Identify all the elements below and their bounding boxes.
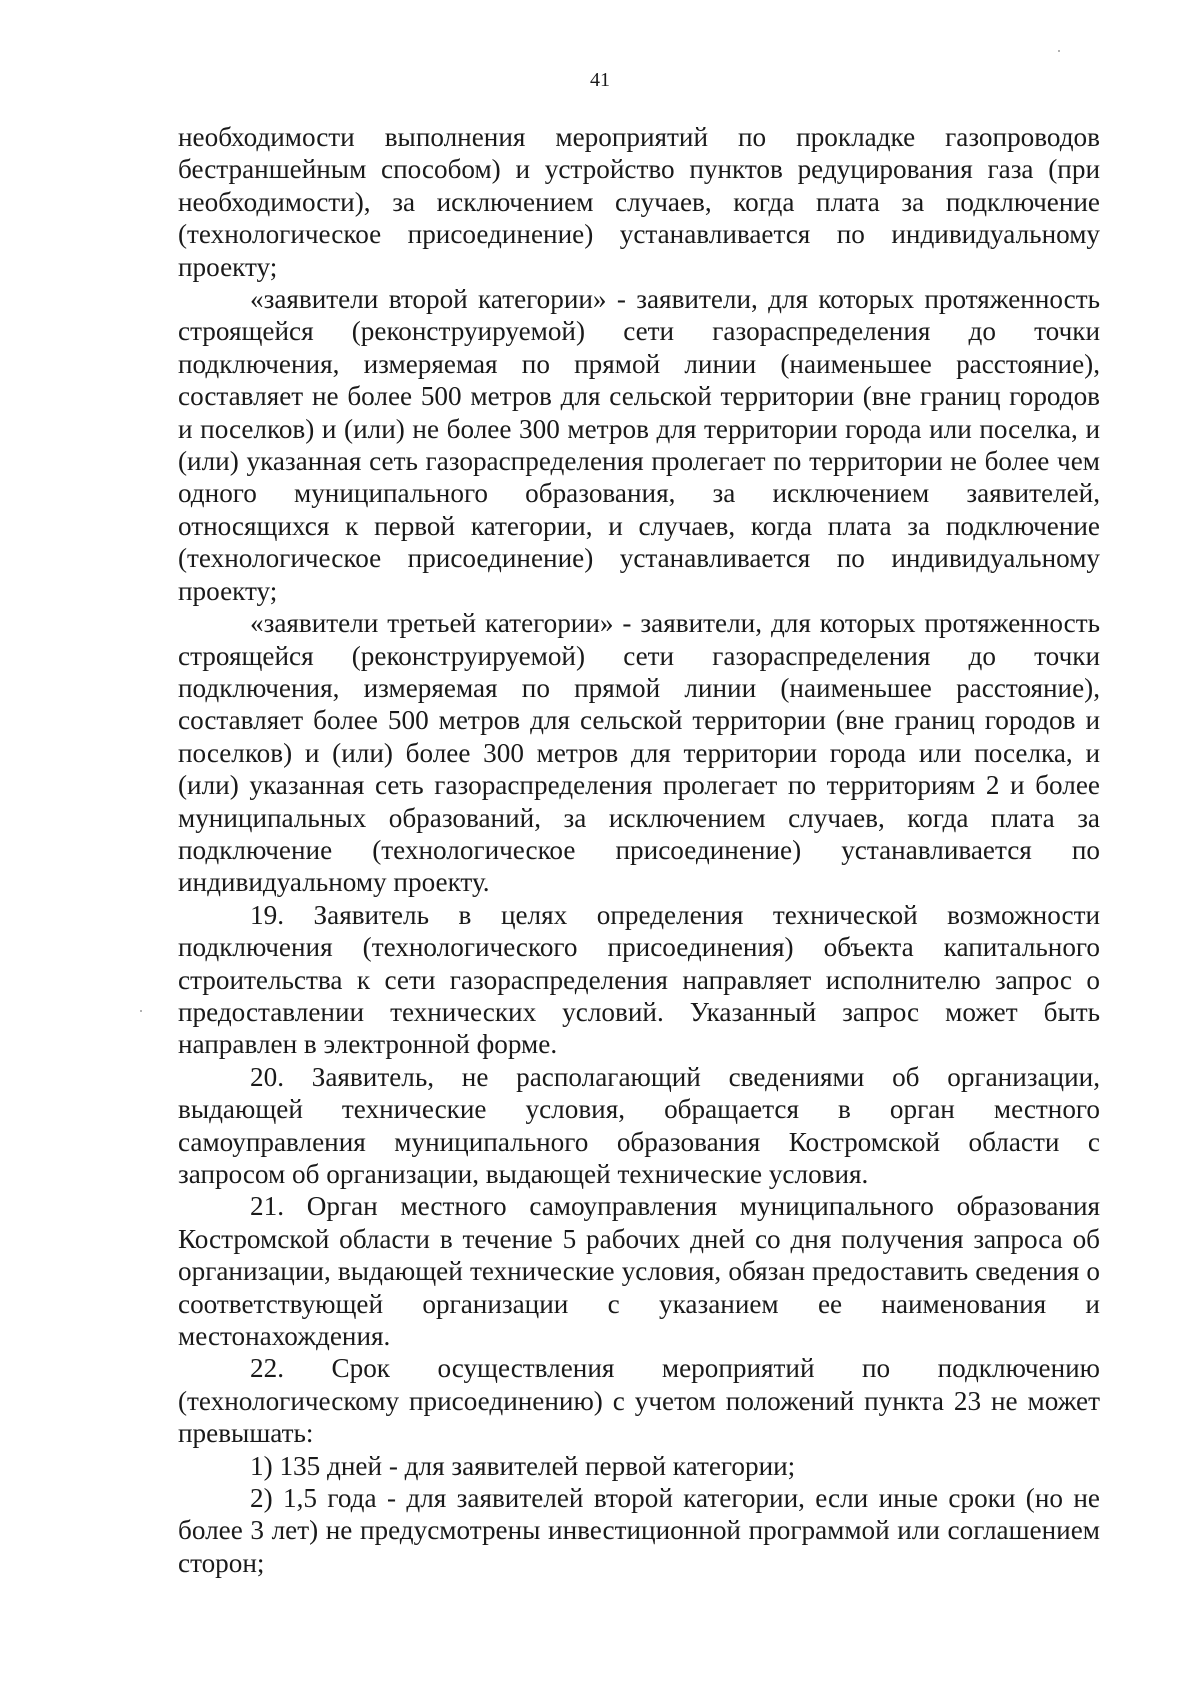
- document-body: [178, 121, 1100, 1579]
- paragraph-item-19: 19. Заявитель в целях определения технической возможности подключения (технологического присоединения) объекта капитального строительства к сети газораспределения направляет исполнителю запрос о предоставлении технических условий. Указанный запрос может быть направлен в электронной форме.: [178, 899, 1100, 1060]
- paragraph-third-category: «заявители третьей категории» - заявители, для которых протяженность строящейся (реконструируемой) сети газораспределения до точки подключения, измеряемая по прямой линии (наименьшее расстояние), составляет более 500 метров для сельской территории (вне границ городов и поселков) и (или) более 300 метров для территории города или поселка, и (или) указанная сеть газораспределения пролегает по территориям 2 и более муниципальных образований, за исключением случаев, когда плата за подключение (технологическое присоединение) устанавливается по индивидуальному проекту.: [178, 608, 1100, 898]
- paragraph-continuation: необходимости выполнения мероприятий по прокладке газопроводов бестраншейным способом) и устройство пунктов редуцирования газа (при необходимости), за исключением случаев, когда плата за подключение (технологическое присоединение) устанавливается по индивидуальному проекту;: [178, 122, 1100, 282]
- page-number: 41: [590, 69, 610, 91]
- scan-speck: [140, 1010, 142, 1012]
- scan-speck: [1058, 50, 1060, 52]
- paragraph-item-22: 22. Срок осуществления мероприятий по подключению (технологическому присоединению) с учетом положений пункта 23 не может превышать:: [178, 1353, 1100, 1449]
- paragraph-second-category: «заявители второй категории» - заявители, для которых протяженность строящейся (реконструируемой) сети газораспределения до точки подключения, измеряемая по прямой линии (наименьшее расстояние), составляет не более 500 метров для сельской территории (вне границ городов и поселков) и (или) не более 300 метров для территории города или поселка, и (или) указанная сеть газораспределения пролегает по территории не более чем одного муниципального образования, за исключением заявителей, относящихся к первой категории, и случаев, когда плата за подключение (технологическое присоединение) устанавливается по индивидуальному проекту;: [178, 284, 1100, 606]
- paragraph-item-20: 20. Заявитель, не располагающий сведениями об организации, выдающей технические условия, обращается в орган местного самоуправления муниципального образования Костромской области с запросом об организации, выдающей технические условия.: [178, 1061, 1100, 1189]
- paragraph-item-21: 21. Орган местного самоуправления муниципального образования Костромской области в течение 5 рабочих дней со дня получения запроса об организации, выдающей технические условия, обязан предоставить сведения о соответствующей организации с указанием ее наименования и местонахождения.: [178, 1191, 1100, 1352]
- list-item-2: 2) 1,5 года - для заявителей второй категории, если иные сроки (но не более 3 лет) не предусмотрены инвестиционной программой или соглашением сторон;: [178, 1483, 1100, 1578]
- list-item-1: 1) 135 дней - для заявителей первой категории;: [250, 1450, 796, 1481]
